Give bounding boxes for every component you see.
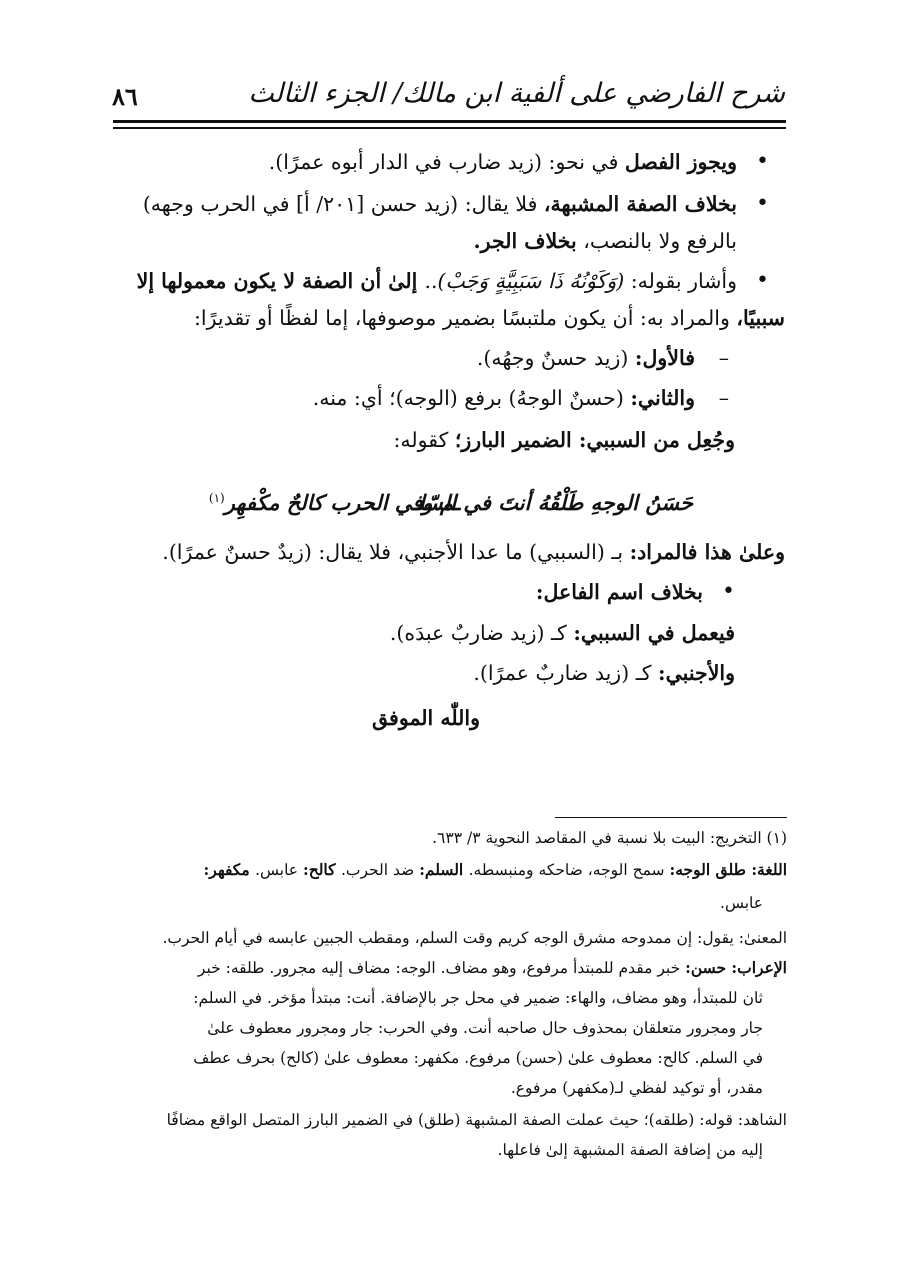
bold-term: فيعمل في السببي: — [573, 621, 735, 645]
bold-term: بخلاف الصفة المشبهة، — [543, 192, 737, 216]
bold-term: والأجنبي: — [658, 661, 735, 685]
body-line-5 — [194, 303, 785, 333]
bold-term: اللغة: — [751, 860, 787, 879]
bold-term: فالأول: — [634, 346, 695, 370]
text-run: كقوله: — [393, 428, 455, 452]
text-run: في نحو: (زيد ضارب في الدار أبوه عمرًا). — [268, 150, 625, 174]
footnote-source: (١) التخريج: البيت بلا نسبة في المقاصد النحوية ٣/ ٦٣٣. — [432, 829, 787, 847]
footnote-meaning: المعنىٰ: يقول: إن ممدوحه مشرق الوجه كريم وقت السلم، ومقطب الجبين عابسه في أيام الحرب. — [162, 929, 787, 947]
footnote-separator — [555, 817, 787, 818]
alfiya-quote: (وَكَوْنُهُ ذَا سَبَبِيَّةٍ وَجَبْ).. — [424, 269, 625, 293]
running-header-title: شرح الفارضي على ألفية ابن مالك/ الجزء الثالث — [248, 78, 785, 109]
footnote-parsing — [198, 956, 787, 980]
bullet-line-1 — [269, 147, 737, 177]
footnote-reference[interactable]: (١) — [208, 491, 225, 505]
bullet-line-4 — [137, 266, 737, 296]
dash-line-1 — [477, 343, 695, 373]
footnote-line: مقدر، أو توكيد لفظي لـ(مكفهر) مرفوع. — [510, 1079, 763, 1097]
body-line-8 — [393, 425, 735, 455]
text-run: وأشار بقوله: — [624, 269, 737, 293]
text-run: خبر مقدم للمبتدأ مرفوع، وهو مضاف. الوجه: مضاف إليه مجرور. طلقه: خبر — [197, 959, 686, 977]
verse-text: ـم وفي الحرب كالحٌ مكْفهِر — [224, 490, 460, 515]
footnote-vocabulary — [204, 858, 787, 882]
footnote-line: عابس. — [720, 894, 763, 912]
dash-line-2 — [313, 383, 695, 413]
bold-term: وجُعِل من السببي: الضمير البارز؛ — [454, 428, 735, 452]
text-run: كـ (زيد ضاربٌ عبدَه). — [389, 621, 574, 645]
bold-term: بخلاف اسم الفاعل: — [535, 580, 703, 604]
footnote-line: جار ومجرور متعلقان بمحذوف حال صاحبه أنت. وفي الحرب: جار ومجرور معطوف علىٰ — [207, 1019, 763, 1037]
bold-term: سببيًا، — [736, 306, 785, 330]
text-run: والمراد به: أن يكون ملتبسًا بضمير موصوفها، إما لفظًا أو تقديرًا: — [194, 306, 737, 330]
bold-term: كالح: — [302, 860, 341, 879]
verse-hemistich-2 — [209, 490, 460, 515]
bullet-line-11 — [536, 577, 703, 607]
text-run: بالرفع ولا بالنصب، — [576, 229, 737, 253]
text-run: عابس. — [255, 861, 303, 879]
text-run: ضد الحرب. — [340, 861, 420, 879]
body-line-3 — [474, 226, 737, 256]
bullet-line-2 — [143, 189, 737, 219]
footnote-line: ثان للمبتدأ، وهو مضاف، والهاء: ضمير في محل جر بالإضافة. أنت: مبتدأ مؤخر. في السلم: — [193, 989, 763, 1007]
closing-phrase: واللّٰه الموفق — [371, 706, 480, 730]
bold-term: إلىٰ أن الصفة لا يكون معمولها إلا — [136, 269, 425, 293]
header-rule-thin — [113, 127, 786, 129]
text-run: (زيد حسنٌ وجهُه). — [476, 346, 635, 370]
bold-term: ويجوز الفصل — [624, 150, 737, 174]
body-line-13 — [473, 658, 735, 688]
body-line-12 — [390, 618, 735, 648]
header-rule-thick — [113, 120, 786, 123]
bold-term: طلق الوجه: — [669, 860, 752, 879]
footnote-line: في السلم. كالح: معطوف علىٰ (حسن) مرفوع. مكفهر: معطوف علىٰ (كالح) بحرف عطف — [193, 1049, 763, 1067]
footnote-line: إليه من إضافة الصفة المشبهة إلىٰ فاعلها. — [497, 1141, 763, 1159]
text-run: (حسنٌ الوجهُ) برفع (الوجه)؛ أي: منه. — [312, 386, 631, 410]
text-run: بـ (السببي) ما عدا الأجنبي، فلا يقال: (زيدٌ حسنٌ عمرًا). — [162, 540, 630, 564]
footnote-evidence: الشاهد: قوله: (طلقه)؛ حيث عملت الصفة المشبهة (طلق) في الضمير البارز المتصل الواقع مضافًا — [166, 1111, 787, 1129]
page-number: ٨٦ — [112, 82, 138, 111]
text-run: كـ (زيد ضاربٌ عمرًا). — [473, 661, 658, 685]
verse-hemistich-1: حَسَنُ الوجهِ طَلْقُهُ أنتَ في السّلـ — [411, 490, 693, 515]
bold-term: بخلاف الجر. — [473, 229, 577, 253]
bold-term: والثاني: — [630, 386, 695, 410]
bold-term: وعلىٰ هذا فالمراد: — [629, 540, 785, 564]
bold-term: السلم: — [419, 860, 469, 879]
text-run: فلا يقال: (زيد حسن [٢٠١/ أ] في الحرب وجهه) — [142, 192, 544, 216]
bold-term: الإعراب: حسن: — [685, 958, 787, 977]
bold-term: مكفهر: — [203, 860, 256, 879]
text-run: سمح الوجه، ضاحكه ومنبسطه. — [468, 861, 670, 879]
body-line-10 — [162, 537, 785, 567]
